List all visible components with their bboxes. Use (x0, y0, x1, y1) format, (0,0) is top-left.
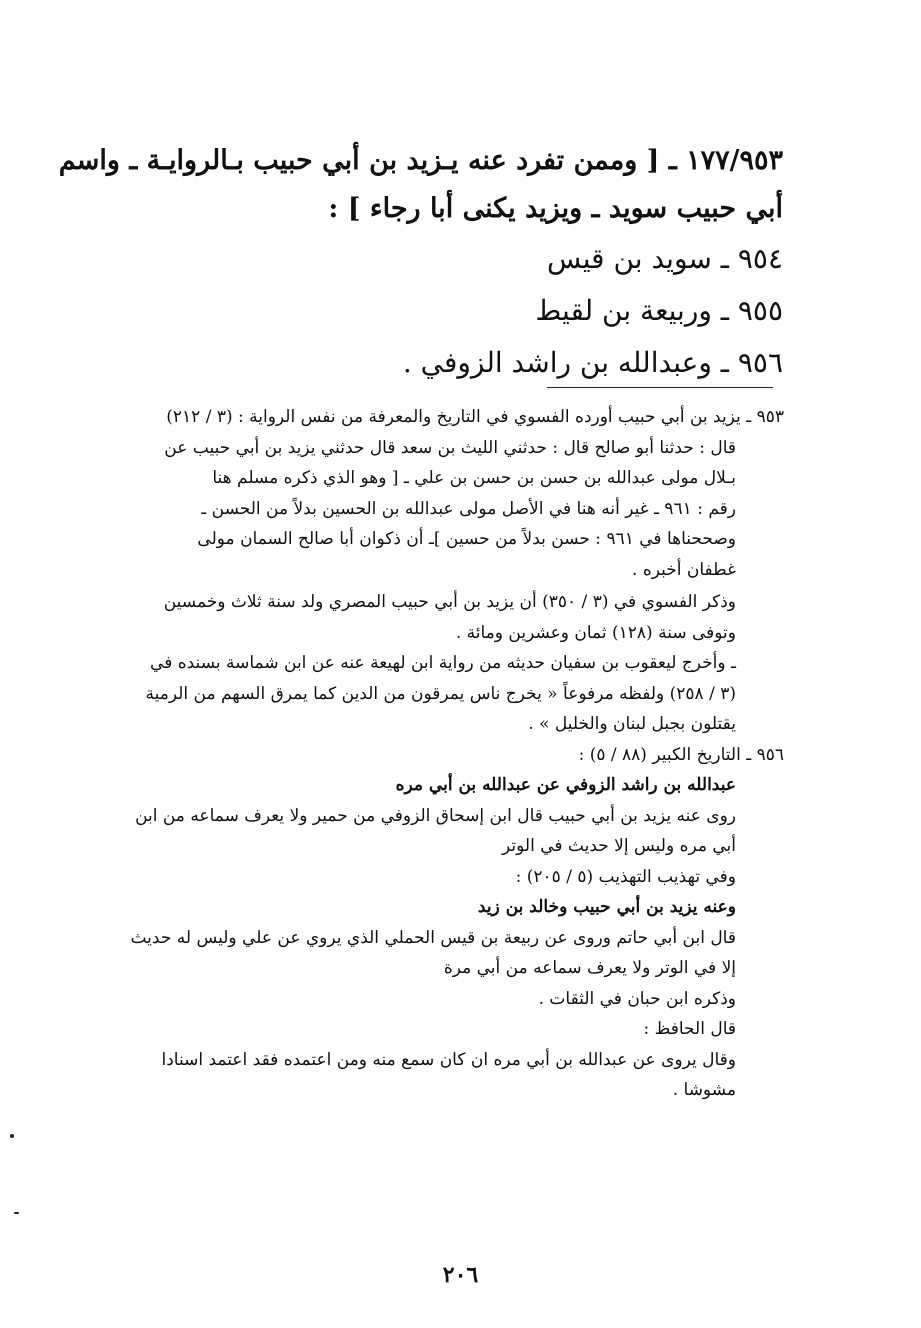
footnotes (70, 402, 784, 1106)
scan-speck (10, 1134, 14, 1138)
footnote-line: قال ابن أبي حاتم وروى عن ربيعة بن قيس الحملي الذي يروي عن علي وليس له حديث (130, 927, 736, 948)
footnote-line: قال الحافظ : (643, 1019, 736, 1039)
footnote-line: أبي مره وليس إلا حديث في الوتر (502, 836, 736, 856)
footnote-line: روى عنه يزيد بن أبي حبيب قال ابن إسحاق الزوفي من حمير ولا يعرف سماعه من ابن (135, 805, 736, 826)
footnote-line: ـ وأخرج ليعقوب بن سفيان حديثه من رواية ابن لهيعة عنه عن ابن شماسة بسنده في (150, 653, 736, 673)
scan-speck (14, 1212, 19, 1214)
footnote-953-heading: ٩٥٣ ـ يزيد بن أبي حبيب أورده الفسوي في التاريخ والمعرفة من نفس الرواية : (٣ / ٢١٢) (166, 407, 784, 427)
footnote-line: وعنه يزيد بن أبي حبيب وخالد بن زيد (477, 897, 736, 917)
footnote-line: وذكره ابن حبان في الثقات . (538, 988, 736, 1009)
footnote-line: مشوشا . (672, 1080, 736, 1100)
narrator-entry-956: ٩٥٦ ـ وعبدالله بن راشد الزوفي . (402, 346, 783, 379)
main-heading-line-1: ١٧٧/٩٥٣ ـ [ وممن تفرد عنه يـزيد بن أبي حبيب بـالروايـة ـ واسم (58, 145, 783, 176)
footnote-956-heading: ٩٥٦ ـ التاريخ الكبير (٨٨ / ٥) : (578, 744, 784, 765)
narrator-entry-955: ٩٥٥ ـ وربيعة بن لقيط (535, 294, 783, 327)
footnote-line: بـلال مولى عبدالله بن حسن بن حسن بن علي ـ [ وهو الذي ذكره مسلم هنا (212, 468, 736, 488)
footnote-line: إلا في الوتر ولا يعرف سماعه من أبي مرة (443, 958, 736, 978)
footnote-line: وصححناها في ٩٦١ : حسن بدلاً من حسين ]ـ أن ذكوان أبا صالح السمان مولى (197, 529, 736, 549)
footnote-line: وذكر الفسوي في (٣ / ٣٥٠) أن يزيد بن أبي حبيب المصري ولد سنة ثلاث وخمسين (163, 592, 736, 612)
page-number: ٢٠٦ (442, 1262, 479, 1288)
main-text (58, 137, 783, 389)
footnote-line: وقال يروى عن عبدالله بن أبي مره ان كان سمع منه ومن اعتمده فقد اعتمد اسنادا (161, 1049, 736, 1070)
footnote-line: رقم : ٩٦١ ـ غير أنه هنا في الأصل مولى عبدالله بن الحسين بدلاً من الحسن ـ (201, 498, 736, 519)
footnote-line: غطفان أخبره . (632, 559, 736, 580)
footnote-line: يقتلون بجبل لبنان والخليل » . (528, 714, 736, 734)
main-heading-line-2: أبي حبيب سويد ـ ويزيد يكنى أبا رجاء ] : (328, 193, 783, 224)
footnote-line: قال : حدثنا أبو صالح قال : حدثني الليث بن سعد قال حدثني يزيد بن أبي حبيب عن (164, 437, 736, 458)
footnote-line: وفي تهذيب التهذيب (٥ / ٢٠٥) : (515, 866, 736, 887)
footnote-separator (547, 387, 773, 388)
narrator-entry-954: ٩٥٤ ـ سويد بن قيس (547, 242, 783, 275)
footnote-line: وتوفى سنة (١٢٨) ثمان وعشرين ومائة . (455, 622, 736, 643)
footnote-line: عبدالله بن راشد الزوفي عن عبدالله بن أبي مره (395, 775, 736, 795)
footnote-line: (٣ / ٢٥٨) ولفظه مرفوعاً « يخرج ناس يمرقون من الدين كما يمرق السهم من الرمية (145, 683, 736, 704)
